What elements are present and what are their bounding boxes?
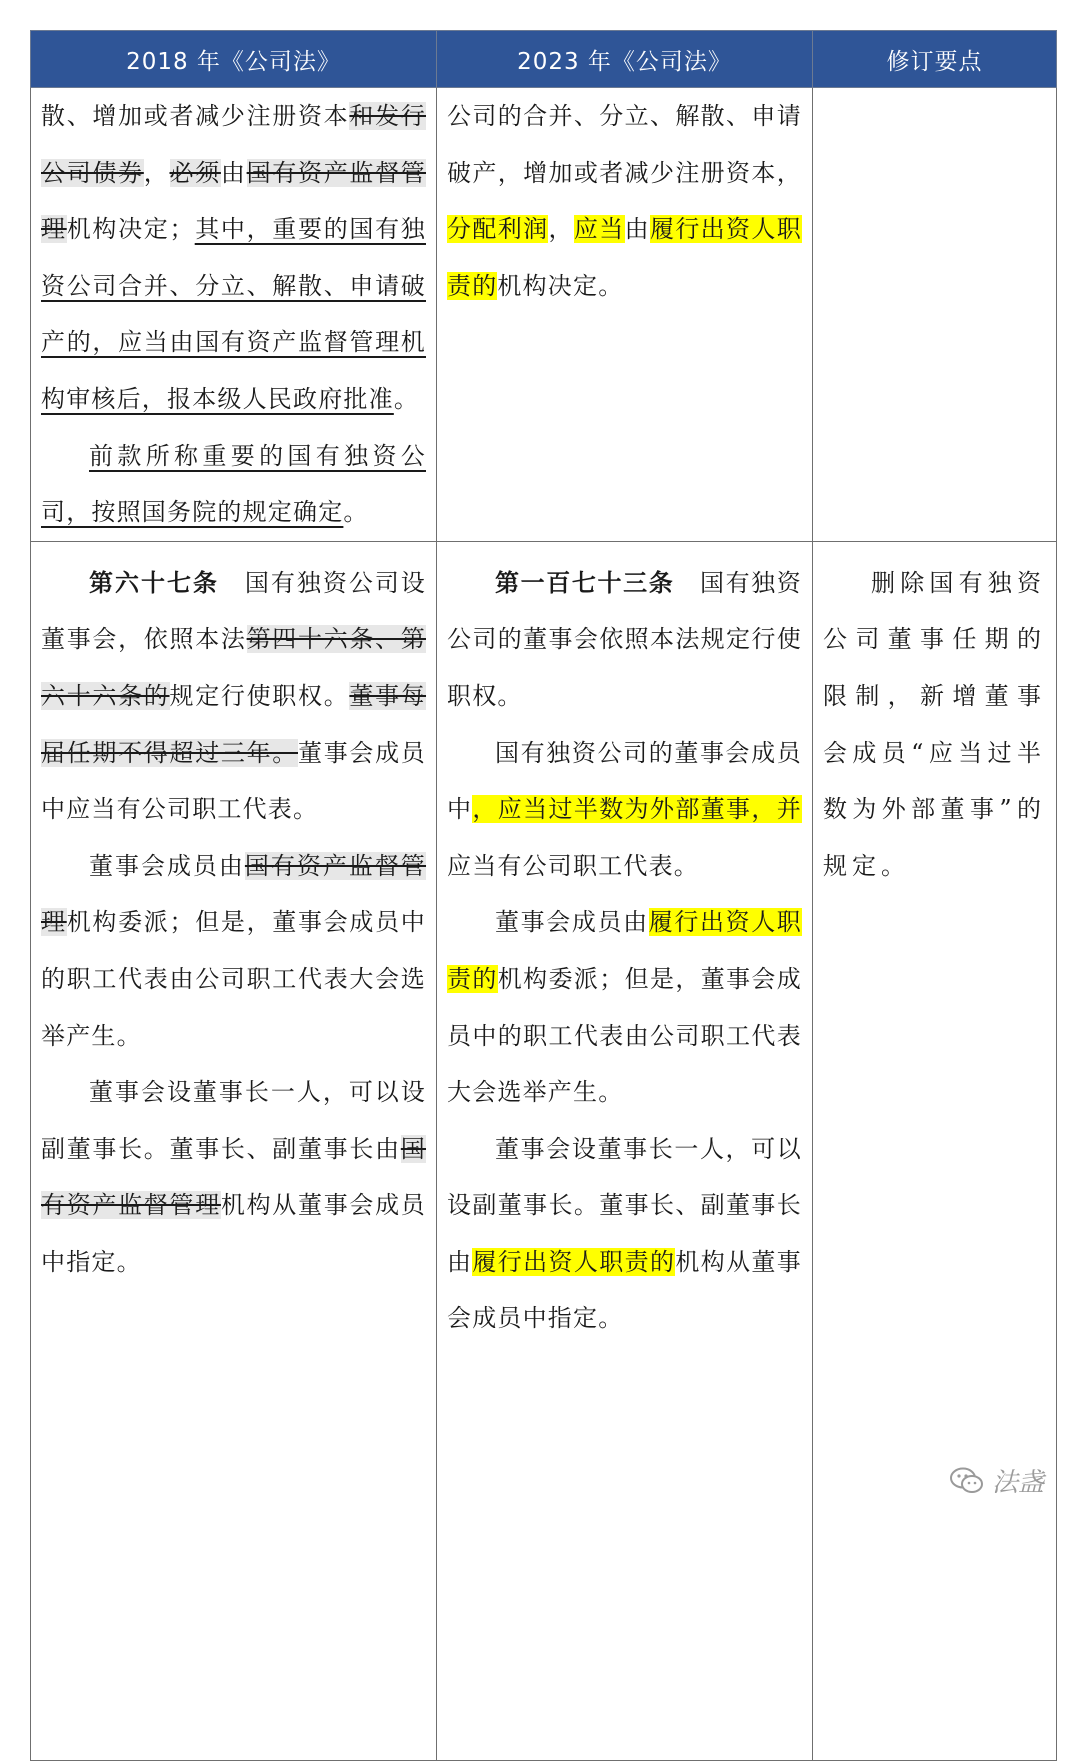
highlighted-text: 履行出资人职责的 [447, 908, 803, 993]
watermark-text: 法盏 [991, 1468, 1044, 1498]
deleted-text: 国有资产监督管理 [41, 1134, 426, 1220]
paragraph [41, 1064, 426, 1290]
text-run: 董事会成员由 [495, 908, 649, 937]
inserted-text: 其中，重要的国有独资公司合并、分立、解散、申请破产的，应当由国有资产监督管理机构审核后，报本级人民政府批准 [41, 215, 426, 413]
paragraph [41, 555, 426, 838]
text-run: 机构决定； [66, 215, 195, 244]
deleted-text: 第四十六条、第六十六条的 [41, 625, 426, 710]
text-run: ， [548, 215, 574, 244]
old-law-cell [31, 88, 437, 542]
text-run: 董事会成员中应当有公司职工代表。 [41, 738, 426, 824]
deleted-text: 和发行公司债券 [41, 102, 426, 187]
watermark [950, 1462, 1044, 1499]
paragraph [447, 555, 802, 725]
paragraph [447, 88, 802, 314]
text-run: 机构从董事会成员中指定。 [41, 1191, 426, 1276]
deleted-text: 必须 [169, 158, 221, 187]
text-run: 国有独资公司的董事会成员中 [447, 738, 802, 824]
revision-note-cell [813, 88, 1057, 542]
paragraph [41, 838, 426, 1064]
table-row [31, 88, 1057, 542]
old-law-cell [31, 541, 437, 1760]
new-law-cell [437, 541, 813, 1760]
text-run: 国有独资公司的董事会依照本法规定行使职权。 [447, 568, 802, 710]
text-run: 由 [624, 215, 650, 244]
paragraph [447, 1121, 802, 1347]
article-number: 第六十七条 [89, 567, 219, 597]
text-run: 机构从董事会成员中指定。 [447, 1247, 803, 1333]
text-run: 董事会成员由 [89, 851, 245, 880]
text-run: 散、增加或者减少注册资本 [41, 102, 350, 130]
text-run: 应当有公司职工代表。 [447, 851, 699, 880]
paragraph [447, 894, 802, 1120]
header-revision-points: 修订要点 [813, 31, 1057, 88]
header-2018-law: 2018 年《公司法》 [31, 31, 437, 88]
deleted-text: 董事每届任期不得超过三年。 [41, 681, 427, 767]
text-run: 机构委派；但是，董事会成员中的职工代表由公司职工代表大会选举产生。 [41, 908, 426, 1050]
revision-note-cell [813, 541, 1057, 1760]
text-run: 董事会设董事长一人，可以设副董事长。董事长、副董事长由 [41, 1078, 426, 1163]
table-header-row [31, 31, 1057, 88]
text-run: 。 [393, 384, 420, 413]
text-run: 机构委派；但是，董事会成员中的职工代表由公司职工代表大会选举产生。 [447, 964, 803, 1107]
header-2023-law: 2023 年《公司法》 [437, 31, 813, 88]
text-run: 。 [343, 498, 369, 527]
highlighted-text: 履行出资人职责的 [472, 1247, 676, 1276]
text-run: 由 [220, 158, 247, 187]
text-run: 公司的合并、分立、解散、申请破产，增加或者减少注册资本， [447, 102, 802, 187]
paragraph [447, 725, 802, 895]
table-row [31, 541, 1057, 1760]
comparison-table-wrapper [30, 30, 1056, 1747]
text-run: 规定行使职权。 [169, 681, 350, 710]
highlighted-text: 应当 [573, 215, 625, 244]
text-run: 机构决定。 [497, 271, 624, 300]
inserted-text: 前款所称重要的国有独资公司，按照国务院的规定确定 [41, 441, 426, 527]
comparison-table [30, 30, 1057, 1761]
deleted-text: 国有资产监督管理 [41, 158, 426, 244]
revision-note: 删除国有独资公司董事任期的限制，新增董事会成员“应当过半数为外部董事”的规定。 [823, 568, 1046, 880]
new-law-cell [437, 88, 813, 542]
highlighted-text: ，应当过半数为外部董事，并 [472, 795, 802, 824]
paragraph [41, 428, 426, 541]
highlighted-text: 分配利润 [447, 215, 549, 244]
highlighted-text: 履行出资人职责的 [447, 215, 802, 300]
text-run: 国有独资公司设董事会，依照本法 [41, 568, 426, 654]
text-run: 董事会设董事长一人，可以设副董事长。董事长、副董事长由 [447, 1134, 802, 1276]
wechat-icon [950, 1467, 984, 1495]
deleted-text: 国有资产监督管理 [41, 851, 427, 937]
paragraph [41, 88, 426, 428]
article-number: 第一百七十三条 [495, 567, 675, 597]
text-run: ， [143, 158, 170, 187]
